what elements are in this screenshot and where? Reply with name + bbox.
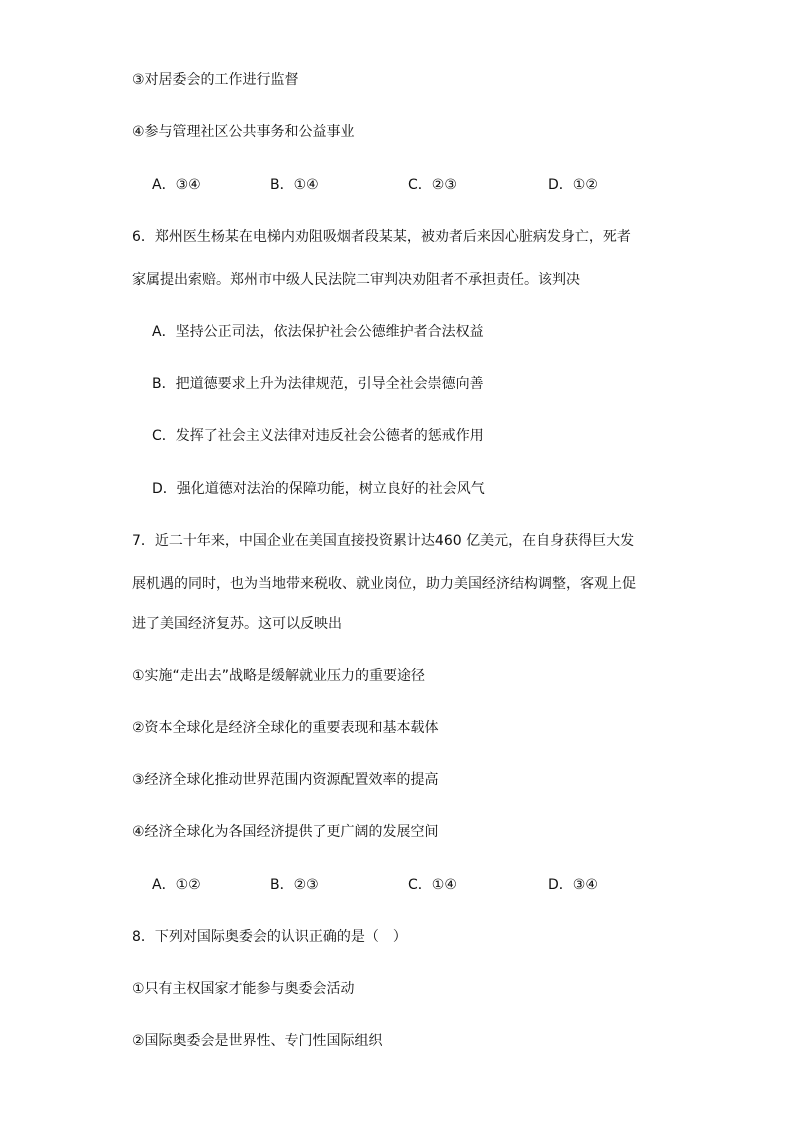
q7-stem-line-2: 展机遇的同时，也为当地带来税收、就业岗位，助力美国经济结构调整，客观上促 <box>132 576 636 592</box>
q8-stem: 8．下列对国际奥委会的认识正确的是（ ） <box>132 929 407 945</box>
q8-item-2: ②国际奥委会是世界性、专门性国际组织 <box>132 1033 383 1049</box>
q5-choice-b: B．①④ <box>270 177 319 193</box>
q5-item-4: ④参与管理社区公共事务和公益事业 <box>132 124 355 140</box>
q6-stem-line-2: 家属提出索赔。郑州市中级人民法院二审判决劝阻者不承担责任。该判决 <box>132 272 580 288</box>
q5-choice-c: C．②③ <box>408 177 457 193</box>
q7-item-2: ②资本全球化是经济全球化的重要表现和基本载体 <box>132 720 439 736</box>
q7-item-3: ③经济全球化推动世界范围内资源配置效率的提高 <box>132 772 439 788</box>
q7-choice-c: C．①④ <box>408 877 457 893</box>
q5-item-3: ③对居委会的工作进行监督 <box>132 72 299 88</box>
q7-choice-b: B．②③ <box>270 877 319 893</box>
q7-item-1: ①实施“走出去”战略是缓解就业压力的重要途径 <box>132 668 426 684</box>
q5-choice-d: D．①② <box>548 177 598 193</box>
q6-option-d: D．强化道德对法治的保障功能，树立良好的社会风气 <box>152 481 485 497</box>
q6-option-a: A．坚持公正司法，依法保护社会公德维护者合法权益 <box>152 324 484 340</box>
q8-item-1: ①只有主权国家才能参与奥委会活动 <box>132 981 355 997</box>
q7-choice-d: D．③④ <box>548 877 598 893</box>
q6-option-c: C．发挥了社会主义法律对违反社会公德者的惩戒作用 <box>152 428 484 444</box>
q7-item-4: ④经济全球化为各国经济提供了更广阔的发展空间 <box>132 824 439 840</box>
q7-choice-a: A．①② <box>152 877 201 893</box>
q6-option-b: B．把道德要求上升为法律规范，引导全社会崇德向善 <box>152 376 484 392</box>
q7-stem-line-1: 7．近二十年来，中国企业在美国直接投资累计达460 亿美元，在自身获得巨大发 <box>132 533 635 549</box>
q6-stem-line-1: 6．郑州医生杨某在电梯内劝阻吸烟者段某某，被劝者后来因心脏病发身亡，死者 <box>132 229 631 245</box>
q5-choice-a: A．③④ <box>152 177 201 193</box>
q7-stem-line-3: 进了美国经济复苏。这可以反映出 <box>132 616 342 632</box>
